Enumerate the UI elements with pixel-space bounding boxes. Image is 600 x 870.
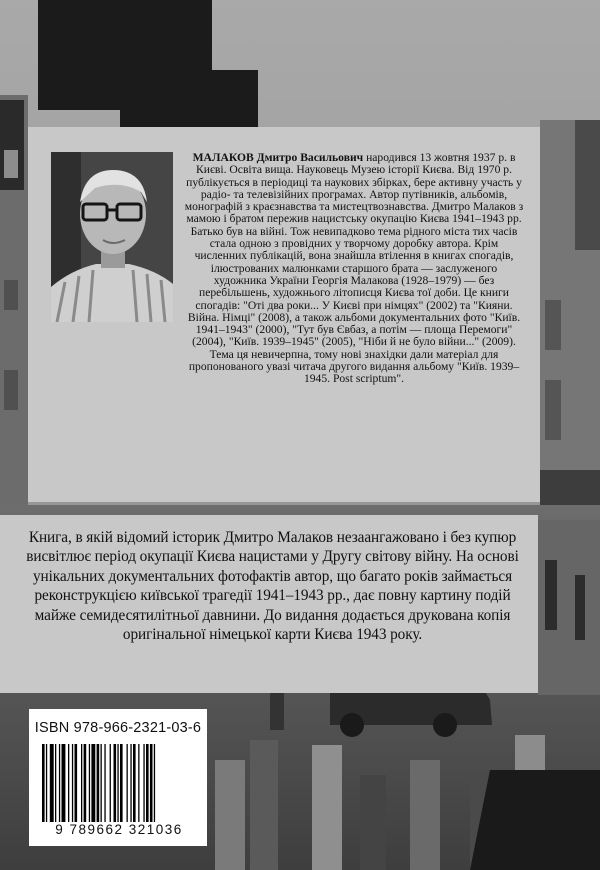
barcode-bar: [130, 744, 131, 822]
book-blurb-text: Книга, в якій відомий історик Дмитро Малаков незаангажовано і без купюр висвітлює період окупації Києва нацистами у Другу світову війну. На основі унікальних документальних фотофактів автор, що багато років займається реконструкцією київської трагедії 1941–1943 рр., дає повну картину подій майже семидесятилітньої давнини. До видання додається друкована копія оригінальної німецької карти Києва 1943 року.: [26, 529, 519, 644]
barcode-bar: [89, 744, 90, 822]
barcode-bar: [72, 744, 73, 822]
barcode-bar: [46, 744, 47, 822]
author-bio-text: [183, 152, 525, 386]
barcode-bar: [110, 744, 111, 822]
barcode-bar: [81, 744, 82, 822]
barcode-bar: [59, 744, 60, 822]
barcode-bar: [50, 744, 54, 822]
barcode-bar: [150, 744, 153, 822]
barcode-bar: [55, 744, 56, 822]
barcode-bar: [75, 744, 78, 822]
barcode-bar: [154, 744, 155, 822]
author-name: МАЛАКОВ Дмитро Васильович: [192, 151, 364, 164]
barcode-bar: [138, 744, 139, 822]
barcode-bars: [40, 744, 198, 824]
author-bio-body: народився 13 жовтня 1937 р. в Києві. Освіта вища. Науковець Музею історії Києва. Від 1970 р. публікується в періодиці та наукових збірках, бере активну участь у радіо- та телевізійних програмах. Автор путівників, альбомів, монографій з краєзнавства та мистецтвознавства. Дмитро Малаков з мамою і братом пережив нацистську окупацію Києва 1941–1943 рр. Батько був на війні. Тож невипадково тема рідного міста тих часів стала одною з провідних у творчому доробку автора. Крім численних публікацій, вона знайшла втілення в книгах спогадів, ілюстрованих малюнками старшого брата — заслуженого художника України Георгія Малакова (1928–1979) — без перебільшень, художнього літописця Києва тої доби. Це книги спогадів: "Оті два роки... У Києві при німцях" (2002) та "Кияни. Війна. Німці" (2008), а також альбоми документальних фото "Київ. 1941–1943" (2000), "Тут був Євбаз, а потім — площа Перемоги" (2004), "Київ. 1939–1945" (2005), "Ніби й не було війни..." (2009). Тема ця невичерпна, тому нові знахідки дали матеріал для пропонованого увазі читача другого видання альбому "Київ. 1939–1945. Post scriptum".: [184, 151, 524, 386]
barcode-bar: [117, 744, 118, 822]
barcode-bar: [133, 744, 136, 822]
barcode-bar: [42, 744, 45, 822]
barcode-bar: [120, 744, 123, 822]
isbn-label: ISBN 978-966-2321-03-6: [34, 720, 202, 736]
barcode-bar: [104, 744, 105, 822]
barcode-bar: [114, 744, 117, 822]
barcode-bar: [143, 744, 144, 822]
barcode-bar: [84, 744, 87, 822]
author-portrait: [51, 152, 173, 322]
barcode-bar: [127, 744, 128, 822]
barcode-bar: [146, 744, 149, 822]
barcode-bar: [91, 744, 95, 822]
barcode-digits: 9 789662 321036: [55, 822, 183, 837]
barcode-bar: [97, 744, 100, 822]
barcode-bar: [62, 744, 66, 822]
barcode-bar: [101, 744, 102, 822]
barcode-bar: [68, 744, 69, 822]
